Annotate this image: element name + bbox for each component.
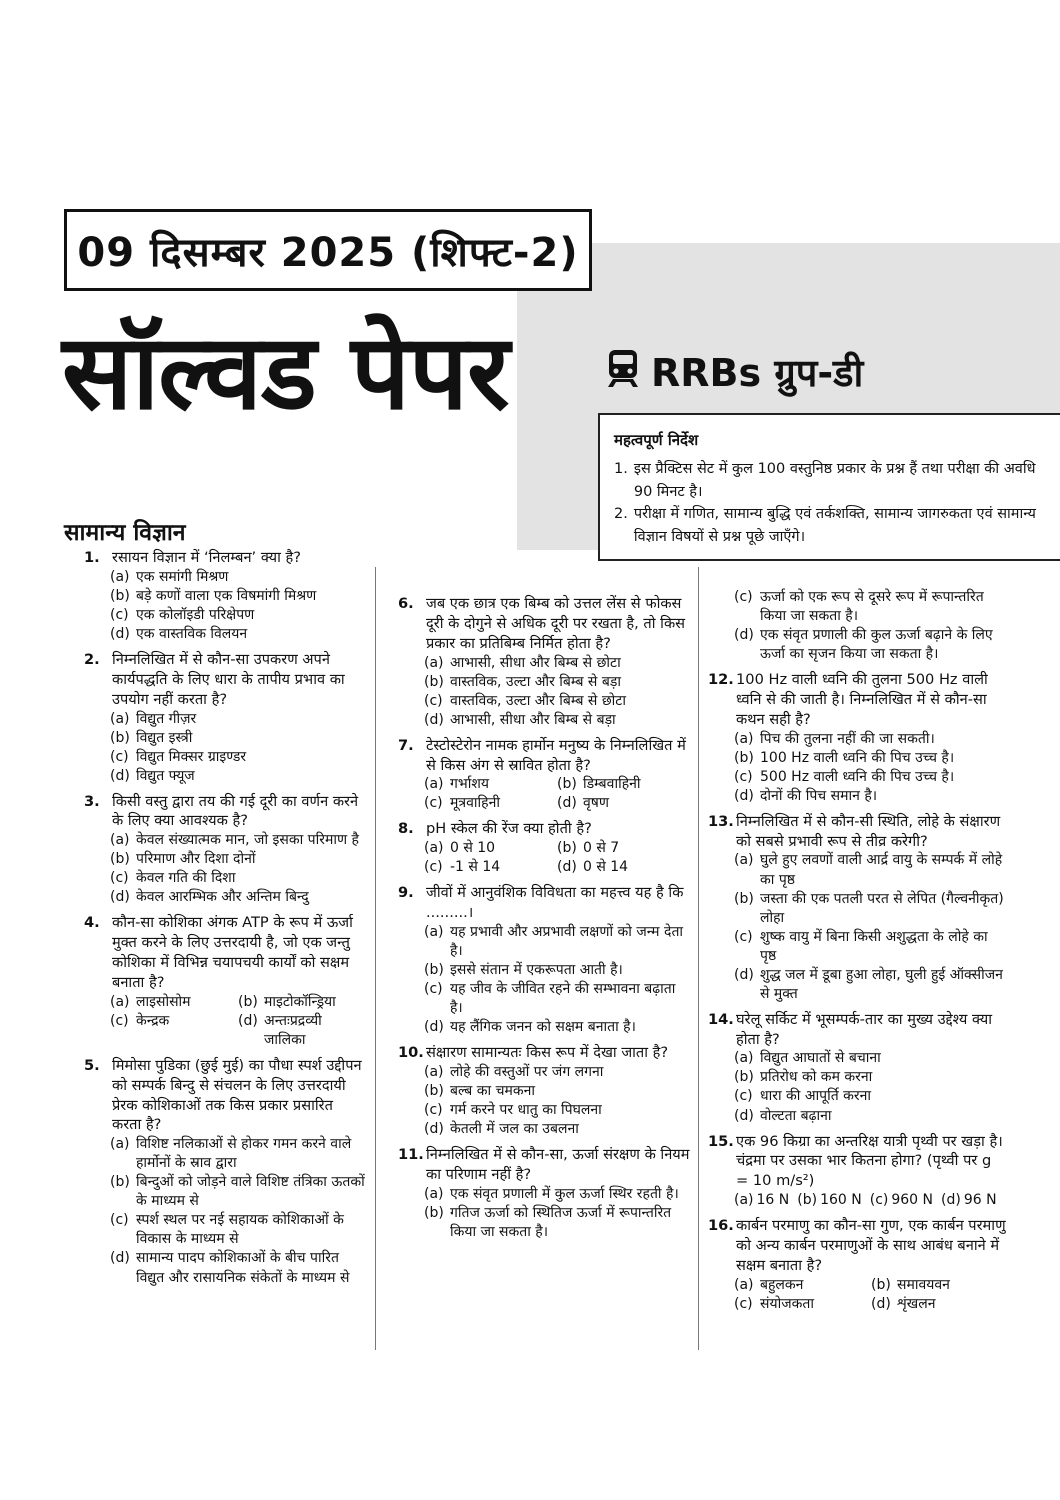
option-label: (c)	[734, 1088, 753, 1105]
option-label: (a)	[734, 1276, 754, 1293]
question-14	[708, 1010, 1008, 1126]
option	[557, 839, 690, 858]
question-text: जीवों में आनुवंशिक विविधता का महत्त्व यह है कि .........।	[426, 884, 684, 922]
option-text: अन्तःप्रद्रव्यी जालिका	[264, 1012, 322, 1048]
question-number: 6.	[398, 595, 414, 612]
question-number: 7.	[398, 736, 414, 754]
instruction-text: इस प्रैक्टिस सेट में कुल 100 वस्तुनिष्ठ प्रकार के प्रश्न हैं तथा परीक्षा की अवधि 90 मिनट है।	[633, 461, 1036, 500]
option	[110, 993, 238, 1012]
option-label: (a)	[734, 1050, 754, 1067]
option-label: (d)	[110, 889, 130, 906]
option	[110, 606, 366, 625]
option-label: (a)	[110, 1136, 130, 1153]
option-label: (b)	[424, 1204, 444, 1221]
question-6	[398, 594, 690, 730]
page-title: सॉल्वड पेपर	[62, 311, 509, 433]
column-1	[84, 548, 366, 1294]
option	[734, 730, 1008, 749]
question-text: एक 96 किग्रा का अन्तरिक्ष यात्री पृथ्वी पर खड़ा है। चंद्रमा पर उसका भार कितना होगा? (पृथ्वी पर g = 10 m/s²)	[736, 1132, 1003, 1190]
option-label: (a)	[424, 776, 444, 793]
option-label: (a)	[110, 832, 130, 849]
option-text: विद्युत इस्त्री	[136, 729, 193, 746]
option-label: (a)	[734, 852, 754, 869]
option-text: शुष्क वायु में बिना किसी अशुद्धता के लोहे का पृष्ठ	[760, 928, 988, 964]
option	[424, 1082, 690, 1101]
question-number: 13.	[708, 812, 734, 830]
option	[110, 1173, 366, 1211]
option-label: (b)	[871, 1276, 891, 1293]
option-text: बहुलकन	[760, 1276, 804, 1293]
option	[557, 775, 690, 794]
column-divider	[698, 567, 699, 1350]
option-label: (d)	[110, 767, 130, 784]
question-11	[398, 1145, 690, 1242]
option	[424, 673, 690, 692]
option-label: (d)	[734, 627, 754, 644]
option	[424, 961, 690, 980]
option	[734, 588, 1008, 626]
section-title: सामान्य विज्ञान	[64, 520, 186, 546]
option-text: परिमाण और दिशा दोनों	[136, 851, 256, 868]
option	[734, 626, 1008, 664]
option-label: (b)	[424, 673, 444, 690]
option-text: प्रतिरोध को कम करना	[760, 1069, 873, 1086]
instruction-item	[614, 458, 1052, 503]
option-text: एक वास्तविक विलयन	[136, 625, 248, 642]
option-text: समावयवन	[897, 1276, 950, 1293]
option-text: 500 Hz वाली ध्वनि की पिच उच्च है।	[760, 768, 955, 785]
instruction-item	[614, 503, 1052, 548]
question-13	[708, 812, 1008, 1004]
option	[110, 729, 366, 748]
option	[110, 1211, 366, 1249]
question-text: मिमोसा पुडिका (छुई मुई) का पौधा स्पर्श उद्दीपन को सम्पर्क बिन्दु से संचलन के लिए उत्तरदायी प्रेरक कोशिकाओं तक किस प्रकार प्रसारित करता है?	[112, 1056, 362, 1134]
option	[110, 850, 366, 869]
option-text: 160 N	[820, 1192, 862, 1209]
option	[424, 1101, 690, 1120]
option-label: (c)	[424, 1102, 443, 1119]
option-text: विद्युत मिक्सर ग्राइण्डर	[136, 748, 247, 765]
option-text: लाइसोसोम	[136, 993, 191, 1010]
option-text: विद्युत फ्यूज	[136, 767, 195, 784]
option-text: इससे संतान में एकरूपता आती है।	[450, 962, 623, 979]
option-label: (c)	[734, 1295, 753, 1312]
option-text: यह लैंगिक जनन को सक्षम बनाता है।	[450, 1019, 636, 1036]
option	[734, 1049, 1008, 1068]
question-number: 14.	[708, 1010, 734, 1028]
option	[424, 1185, 690, 1204]
option-text: विशिष्ट नलिकाओं से होकर गमन करने वाले हार्मोनों के स्राव द्वारा	[136, 1136, 352, 1172]
question-number: 4.	[84, 914, 100, 932]
option-text: एक संवृत प्रणाली की कुल ऊर्जा बढ़ाने के लिए ऊर्जा का सृजन किया जा सकता है।	[760, 627, 993, 663]
option	[424, 1204, 690, 1242]
option	[110, 888, 366, 907]
question-4	[84, 913, 366, 1049]
option-label: (a)	[424, 654, 444, 671]
option-text: आभासी, सीधा और बिम्ब से बड़ा	[450, 711, 616, 728]
question-7	[398, 736, 690, 814]
option	[424, 794, 557, 813]
option-label: (b)	[424, 1083, 444, 1100]
question-number: 10.	[398, 1044, 424, 1062]
option-label: (b)	[734, 1069, 754, 1086]
option	[734, 1068, 1008, 1087]
option-label: (c)	[734, 768, 753, 785]
option	[941, 1191, 997, 1210]
option	[734, 768, 1008, 787]
option-text: एक संवृत प्रणाली में कुल ऊर्जा स्थिर रहती है।	[450, 1185, 679, 1202]
question-text: pH स्केल की रेंज क्या होती है?	[426, 820, 592, 838]
option-text: संयोजकता	[760, 1295, 814, 1312]
option-label: (d)	[871, 1295, 891, 1312]
question-1	[84, 548, 366, 644]
option-label: (d)	[110, 625, 130, 642]
option-text: मूत्रवाहिनी	[450, 795, 500, 812]
option	[238, 1012, 366, 1050]
option	[110, 748, 366, 767]
option-text: सामान्य पादप कोशिकाओं के बीच पारित विद्युत और रासायनिक संकेतों के माध्यम से	[136, 1250, 350, 1286]
option-text: केन्द्रक	[136, 1012, 170, 1029]
question-number: 15.	[708, 1132, 734, 1150]
option	[424, 980, 690, 1018]
instructions-box	[598, 413, 1060, 561]
option	[424, 1120, 690, 1139]
option	[734, 851, 1008, 889]
question-number: 9.	[398, 884, 414, 902]
option	[734, 787, 1008, 806]
option-text: बिन्दुओं को जोड़ने वाले विशिष्ट तंत्रिका ऊतकों के माध्यम से	[136, 1174, 365, 1210]
question-number: 12.	[708, 671, 734, 689]
option-label: (a)	[424, 1185, 444, 1202]
option-text: 0 से 10	[450, 840, 496, 857]
option	[734, 890, 1008, 928]
option-text: 960 N	[891, 1192, 934, 1209]
option-label: (a)	[424, 840, 444, 857]
option	[110, 767, 366, 786]
option-text: पिच की तुलना नहीं की जा सकती।	[760, 730, 935, 747]
option-label: (d)	[557, 859, 577, 876]
option	[238, 993, 366, 1012]
question-number: 2.	[84, 650, 100, 668]
option-label: (c)	[424, 981, 443, 998]
option	[110, 587, 366, 606]
question-text: कार्बन परमाणु का कौन-सा गुण, एक कार्बन परमाणु को अन्य कार्बन परमाणुओं के साथ आबंध बनाने में सक्षम बनाता है?	[736, 1217, 1006, 1274]
option	[734, 1295, 871, 1314]
option-label: (b)	[110, 1174, 130, 1191]
question-number: 3.	[84, 792, 100, 810]
option	[424, 839, 557, 858]
option	[734, 749, 1008, 768]
option-text: 100 Hz वाली ध्वनि की पिच उच्च है।	[760, 749, 955, 766]
question-text: निम्नलिखित में से कौन-सा, ऊर्जा संरक्षण के नियम का परिणाम नहीं है?	[426, 1146, 690, 1183]
train-icon	[605, 348, 641, 397]
option-text: स्पर्श स्थल पर नई सहायक कोशिकाओं के विकास के माध्यम से	[136, 1212, 344, 1248]
option-text: यह जीव के जीवित रहने की सम्भावना बढ़ाता है।	[450, 981, 676, 1017]
option	[110, 1135, 366, 1173]
question-number: 16.	[708, 1217, 734, 1235]
question-10	[398, 1043, 690, 1139]
option	[557, 858, 690, 877]
option-text: गर्भाशय	[450, 776, 489, 793]
option-label: (b)	[734, 890, 754, 907]
option-label: (d)	[734, 966, 754, 983]
option	[424, 1018, 690, 1037]
option-label: (c)	[110, 606, 129, 623]
option-text: शुद्ध जल में डूबा हुआ लोहा, घुली हुई ऑक्सीजन से मुक्त	[760, 966, 1003, 1002]
option-label: (b)	[110, 729, 130, 746]
question-number: 1.	[84, 549, 100, 566]
option-label: (c)	[734, 928, 753, 945]
question-number: 11.	[398, 1146, 424, 1164]
question-text: संक्षारण सामान्यतः किस रूप में देखा जाता है?	[426, 1044, 669, 1062]
instruction-text: परीक्षा में गणित, सामान्य बुद्धि एवं तर्कशक्ति, सामान्य जागरुकता एवं सामान्य विज्ञान विषयों से प्रश्न पूछे जाएँगे।	[633, 506, 1036, 545]
option	[870, 1191, 933, 1210]
option-label: (c)	[110, 748, 129, 765]
question-12	[708, 670, 1008, 806]
exam-date-label: 09 दिसम्बर 2025 (शिफ्ट-2)	[77, 229, 579, 276]
option-label: (d)	[424, 1019, 444, 1036]
column-divider	[375, 567, 376, 1350]
question-text: जब एक छात्र एक बिम्ब को उत्तल लेंस से फोकस दूरी के दोगुने से अधिक दूरी पर रखता है, तो किस प्रकार का प्रतिबिम्ब निर्मित होता है?	[426, 595, 686, 652]
option	[871, 1295, 1008, 1314]
option	[424, 775, 557, 794]
option-label: (a)	[424, 1064, 444, 1081]
option-text: एक समांगी मिश्रण	[136, 568, 229, 585]
option-label: (c)	[869, 1192, 889, 1209]
option-text: केवल आरम्भिक और अन्तिम बिन्दु	[136, 889, 309, 906]
option	[424, 692, 690, 711]
option	[110, 869, 366, 888]
option-label: (b)	[424, 962, 444, 979]
option-label: (c)	[734, 589, 753, 605]
option-text: 0 से 14	[583, 859, 629, 876]
question-text: निम्नलिखित में से कौन-सी स्थिति, लोहे के संक्षारण को सबसे प्रभावी रूप से तीव्र करेगी?	[736, 812, 1001, 850]
option-label: (d)	[110, 1250, 130, 1267]
instructions-title: महत्वपूर्ण निर्देश	[614, 431, 699, 449]
option	[734, 966, 1008, 1004]
option	[110, 568, 366, 587]
option-text: केवल संख्यात्मक मान, जो इसका परिमाण है	[136, 832, 359, 849]
option-text: एक कोलॉइडी परिक्षेपण	[136, 606, 255, 623]
option-label: (b)	[797, 1192, 818, 1209]
option	[424, 923, 690, 961]
option-text: माइटोकॉन्ड्रिया	[264, 993, 336, 1010]
option	[734, 1107, 1008, 1126]
option-text: बल्ब का चमकना	[450, 1083, 535, 1100]
option-label: (a)	[734, 1192, 754, 1209]
instruction-number: 2.	[614, 506, 628, 523]
option	[424, 858, 557, 877]
question-3	[84, 792, 366, 908]
exam-date-box	[64, 209, 592, 291]
option-text: -1 से 14	[450, 859, 501, 876]
option-label: (b)	[238, 993, 258, 1010]
question-9	[398, 883, 690, 1037]
option-text: बड़े कणों वाला एक विषमांगी मिश्रण	[136, 587, 317, 604]
question-text: टेस्टोस्टेरोन नामक हार्मोन मनुष्य के निम्नलिखित में से किस अंग से स्रावित होता है?	[426, 736, 686, 774]
column-2	[398, 594, 690, 1248]
option-text: वास्तविक, उल्टा और बिम्ब से छोटा	[450, 692, 626, 709]
option-text: आभासी, सीधा और बिम्ब से छोटा	[450, 654, 621, 671]
option-text: 96 N	[963, 1192, 997, 1209]
option-text: 16 N	[756, 1192, 790, 1209]
option-label: (c)	[110, 870, 129, 887]
option-text: 0 से 7	[583, 840, 620, 857]
question-number: 8.	[398, 820, 414, 838]
option-text: धारा की आपूर्ति करना	[760, 1088, 872, 1105]
option-label: (d)	[941, 1192, 961, 1209]
option	[424, 711, 690, 730]
option	[871, 1276, 1008, 1295]
option	[734, 928, 1008, 966]
option-label: (b)	[557, 840, 577, 857]
question-text: कौन-सा कोशिका अंगक ATP के रूप में ऊर्जा मुक्त करने के लिए उत्तरदायी है, जो एक जन्तु कोशिका में विभिन्न चयापचयी कार्यों को सक्षम बनाता है?	[112, 914, 353, 991]
option-text: दोनों की पिच समान है।	[760, 787, 878, 804]
question-text: निम्नलिखित में से कौन-सा उपकरण अपने कार्यपद्धति के लिए धारा के तापीय प्रभाव का उपयोग नहीं करता है?	[112, 650, 345, 708]
option-text: यह प्रभावी और अप्रभावी लक्षणों को जन्म देता है।	[450, 924, 684, 960]
option-text: डिम्बवाहिनी	[583, 776, 641, 793]
option	[734, 1087, 1008, 1106]
option	[797, 1191, 861, 1210]
question-5	[84, 1056, 366, 1288]
option-label: (b)	[110, 851, 130, 868]
option-label: (d)	[424, 1121, 444, 1138]
question-text: किसी वस्तु द्वारा तय की गई दूरी का वर्णन करने के लिए क्या आवश्यक है?	[112, 792, 359, 830]
option-text: जस्ता की एक पतली परत से लेपित (गैल्वनीकृत) लोहा	[760, 890, 1004, 926]
option-label: (c)	[110, 1012, 129, 1029]
option-text: ऊर्जा को एक रूप से दूसरे रूप में रूपान्तरित किया जा सकता है।	[760, 589, 984, 625]
question-text: 100 Hz वाली ध्वनि की तुलना 500 Hz वाली ध्वनि से की जाती है। निम्नलिखित में से कौन-सा कथन सही है?	[736, 671, 988, 728]
option-label: (c)	[424, 859, 443, 876]
option-text: केवल गति की दिशा	[136, 870, 236, 887]
question-2	[84, 650, 366, 786]
option-label: (c)	[424, 795, 443, 812]
option-label: (d)	[424, 711, 444, 728]
question-15	[708, 1132, 1008, 1211]
option-text: विद्युत आघातों से बचाना	[760, 1050, 881, 1067]
question-8	[398, 819, 690, 877]
exam-name: RRBs ग्रुप-डी	[651, 351, 864, 395]
instruction-number: 1.	[614, 461, 628, 478]
option-text: वास्तविक, उल्टा और बिम्ब से बड़ा	[450, 673, 621, 690]
option-label: (c)	[424, 692, 443, 709]
option	[424, 1063, 690, 1082]
option-label: (c)	[110, 1212, 129, 1229]
option-text: शृंखलन	[897, 1295, 936, 1312]
option	[110, 710, 366, 729]
option-label: (a)	[110, 710, 130, 727]
option-text: वोल्टता बढ़ाना	[760, 1107, 832, 1124]
option-text: वृषण	[583, 795, 609, 812]
option	[110, 1249, 366, 1287]
option-label: (a)	[110, 568, 130, 585]
option-label: (a)	[734, 730, 754, 747]
option	[734, 1191, 789, 1210]
option-label: (a)	[110, 993, 130, 1010]
question-text: रसायन विज्ञान में ‘निलम्बन’ क्या है?	[112, 549, 302, 566]
option	[734, 1276, 871, 1295]
option	[557, 794, 690, 813]
option	[110, 625, 366, 644]
option-label: (d)	[734, 787, 754, 804]
option-text: विद्युत गीज़र	[136, 710, 197, 727]
option-label: (d)	[734, 1107, 754, 1124]
option-text: गतिज ऊर्जा को स्थितिज ऊर्जा में रूपान्तरित किया जा सकता है।	[450, 1204, 672, 1240]
option	[110, 1012, 238, 1050]
option-label: (b)	[110, 587, 130, 604]
question-number: 5.	[84, 1056, 100, 1074]
column-3	[708, 588, 1008, 1320]
option-label: (d)	[238, 1012, 258, 1029]
option	[110, 831, 366, 850]
option-label: (d)	[557, 795, 577, 812]
exam-name-label	[605, 346, 863, 398]
option-text: घुले हुए लवणों वाली आर्द्र वायु के सम्पर्क में लोहे का पृष्ठ	[760, 852, 1003, 888]
option	[424, 654, 690, 673]
option-text: केतली में जल का उबलना	[450, 1121, 579, 1138]
question-16	[708, 1216, 1008, 1314]
question-11-continued	[708, 588, 1008, 664]
option-text: गर्म करने पर धातु का पिघलना	[450, 1102, 602, 1119]
option-text: लोहे की वस्तुओं पर जंग लगना	[450, 1064, 604, 1081]
option-label: (b)	[734, 749, 754, 766]
option-label: (a)	[424, 924, 444, 940]
question-text: घरेलू सर्किट में भूसम्पर्क-तार का मुख्य उद्देश्य क्या होता है?	[736, 1010, 993, 1048]
option-label: (b)	[557, 776, 577, 793]
